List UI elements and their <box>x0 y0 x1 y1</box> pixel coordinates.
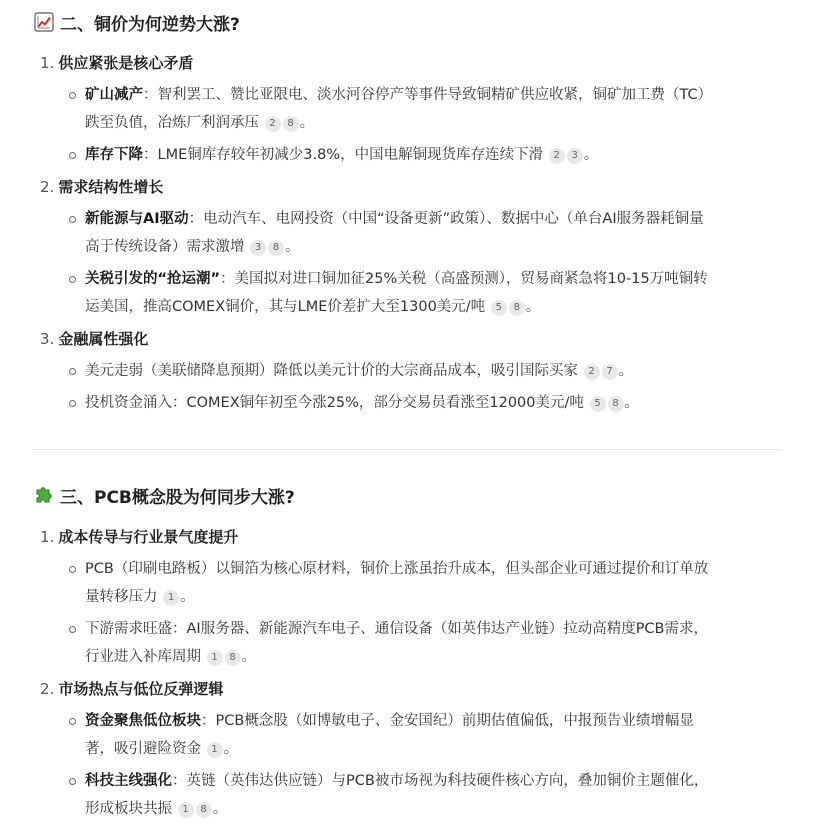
bullet-text-continued <box>85 296 540 318</box>
list-item <box>40 176 163 198</box>
bullet-label: 科技主线强化 <box>85 773 172 789</box>
bullet-text <box>85 770 708 792</box>
bullet-marker <box>66 360 78 382</box>
citation-badge[interactable]: 1 <box>207 650 223 666</box>
punctuation: 。 <box>299 115 315 131</box>
citation-badge[interactable]: 2 <box>584 364 600 380</box>
chart-increasing-icon <box>34 12 54 32</box>
citation-badge[interactable]: 3 <box>250 240 266 256</box>
bullet-line: 美元走弱（美联储降息预期）降低以美元计价的大宗商品成本，吸引国际买家 <box>85 363 578 379</box>
bullet-text <box>85 144 598 166</box>
list-number: 2. <box>40 178 55 196</box>
bullet-text <box>85 208 704 230</box>
citation-badge[interactable]: 2 <box>265 116 281 132</box>
citation-badge[interactable]: 8 <box>608 396 624 412</box>
bullet-marker <box>66 770 78 792</box>
bullet-line: ：美国拟对进口铜加征25%关税（高盛预测），贸易商紧急将10-15万吨铜转 <box>220 271 708 287</box>
list-item <box>40 52 193 74</box>
bullet-line: 跌至负值，冶炼厂利润承压 <box>85 115 259 131</box>
punctuation: 。 <box>241 649 257 665</box>
bullet-text-continued <box>85 586 195 608</box>
bullet-text-continued <box>85 738 238 760</box>
bullet-line: ：智利罢工、赞比亚限电、淡水河谷停产等事件导致铜精矿供应收紧，铜矿加工费（TC） <box>143 87 713 103</box>
bullet-line: ：英链（英伟达供应链）与PCB被市场视为科技硬件核心方向，叠加铜价主题催化， <box>172 773 709 789</box>
bullet-label: 资金聚焦低位板块 <box>85 713 201 729</box>
list-item <box>40 678 223 700</box>
bullet-line: 形成板块共振 <box>85 801 172 817</box>
citation-badge[interactable]: 8 <box>268 240 284 256</box>
punctuation: 。 <box>624 395 639 411</box>
citation-badge[interactable]: 8 <box>196 802 212 818</box>
citation-badge[interactable]: 2 <box>549 148 565 164</box>
section-title: 二、铜价为何逆势大涨? <box>60 14 240 35</box>
list-item <box>40 526 238 548</box>
section-title: 三、PCB概念股为何同步大涨? <box>60 487 295 508</box>
section-heading-pcb <box>34 482 295 508</box>
list-item-title: 供应紧张是核心矛盾 <box>58 54 194 72</box>
bullet-marker <box>66 618 78 640</box>
bullet-text <box>85 392 639 414</box>
bullet-line: ：LME铜库存较年初减少3.8%，中国电解铜现货库存连续下滑 <box>143 147 544 163</box>
bullet-line: 高于传统设备）需求激增 <box>85 239 245 255</box>
bullet-line: ：PCB概念股（如博敏电子、金安国纪）前期估值偏低，中报预告业绩增幅显 <box>201 713 694 729</box>
citation-badge[interactable]: 1 <box>163 590 179 606</box>
citation-badge[interactable]: 5 <box>590 396 606 412</box>
section-heading-copy-price <box>34 9 240 35</box>
bullet-line: ：电动汽车、电网投资（中国“设备更新”政策）、数据中心（单台AI服务器耗铜量 <box>188 211 704 227</box>
list-number: 1. <box>40 54 55 72</box>
citation-badge[interactable]: 8 <box>283 116 299 132</box>
bullet-line: 下游需求旺盛：AI服务器、新能源汽车电子、通信设备（如英伟达产业链）拉动高精度PCB需求， <box>85 621 709 637</box>
puzzle-piece-icon <box>34 485 54 505</box>
citation-badge[interactable]: 8 <box>509 300 525 316</box>
bullet-text <box>85 558 708 580</box>
bullet-label: 矿山减产 <box>85 87 143 103</box>
bullet-text-continued <box>85 646 256 668</box>
bullet-line: 量转移压力 <box>85 589 158 605</box>
bullet-line: 投机资金涌入：COMEX铜年初至今涨25%，部分交易员看涨至12000美元/吨 <box>85 395 584 411</box>
citation-badge[interactable]: 1 <box>178 802 194 818</box>
bullet-text <box>85 268 708 290</box>
citation-badge[interactable]: 3 <box>567 148 583 164</box>
bullet-label: 新能源与AI驱动 <box>85 211 189 227</box>
punctuation: 。 <box>212 801 228 817</box>
list-number: 2. <box>40 680 55 698</box>
citation-badge[interactable]: 7 <box>602 364 618 380</box>
list-item-title: 需求结构性增长 <box>58 178 164 196</box>
bullet-line: 运美国，推高COMEX铜价，其与LME价差扩大至1300美元/吨 <box>85 299 486 315</box>
bullet-marker <box>66 268 78 290</box>
punctuation: 。 <box>180 589 195 605</box>
bullet-label: 库存下降 <box>85 147 143 163</box>
bullet-line: 著，吸引避险资金 <box>85 741 201 757</box>
bullet-text <box>85 710 694 732</box>
citation-badge[interactable]: 8 <box>225 650 241 666</box>
list-item-title: 成本传导与行业景气度提升 <box>58 528 239 546</box>
list-number: 1. <box>40 528 55 546</box>
punctuation: 。 <box>525 299 541 315</box>
bullet-text <box>85 618 708 640</box>
bullet-line: PCB（印刷电路板）以铜箔为核心原材料，铜价上涨虽抬升成本，但头部企业可通过提价和订单放 <box>85 561 709 577</box>
bullet-text-continued <box>85 112 314 134</box>
bullet-text <box>85 84 712 106</box>
bullet-marker <box>66 710 78 732</box>
list-item <box>40 328 148 350</box>
bullet-text-continued <box>85 236 300 258</box>
bullet-marker <box>66 392 78 414</box>
list-item-title: 金融属性强化 <box>58 330 149 348</box>
punctuation: 。 <box>223 741 239 757</box>
bullet-text-continued <box>85 798 227 820</box>
section-divider <box>32 449 782 450</box>
citation-badge[interactable]: 5 <box>491 300 507 316</box>
list-number: 3. <box>40 330 55 348</box>
bullet-label: 关税引发的“抢运潮” <box>85 271 221 287</box>
bullet-marker <box>66 558 78 580</box>
citation-badge[interactable]: 1 <box>207 742 223 758</box>
bullet-marker <box>66 144 78 166</box>
list-item-title: 市场热点与低位反弹逻辑 <box>58 680 224 698</box>
punctuation: 。 <box>583 147 599 163</box>
bullet-line: 行业进入补库周期 <box>85 649 201 665</box>
bullet-text <box>85 360 633 382</box>
punctuation: 。 <box>285 239 300 255</box>
bullet-marker <box>66 208 78 230</box>
punctuation: 。 <box>618 363 634 379</box>
bullet-marker <box>66 84 78 106</box>
